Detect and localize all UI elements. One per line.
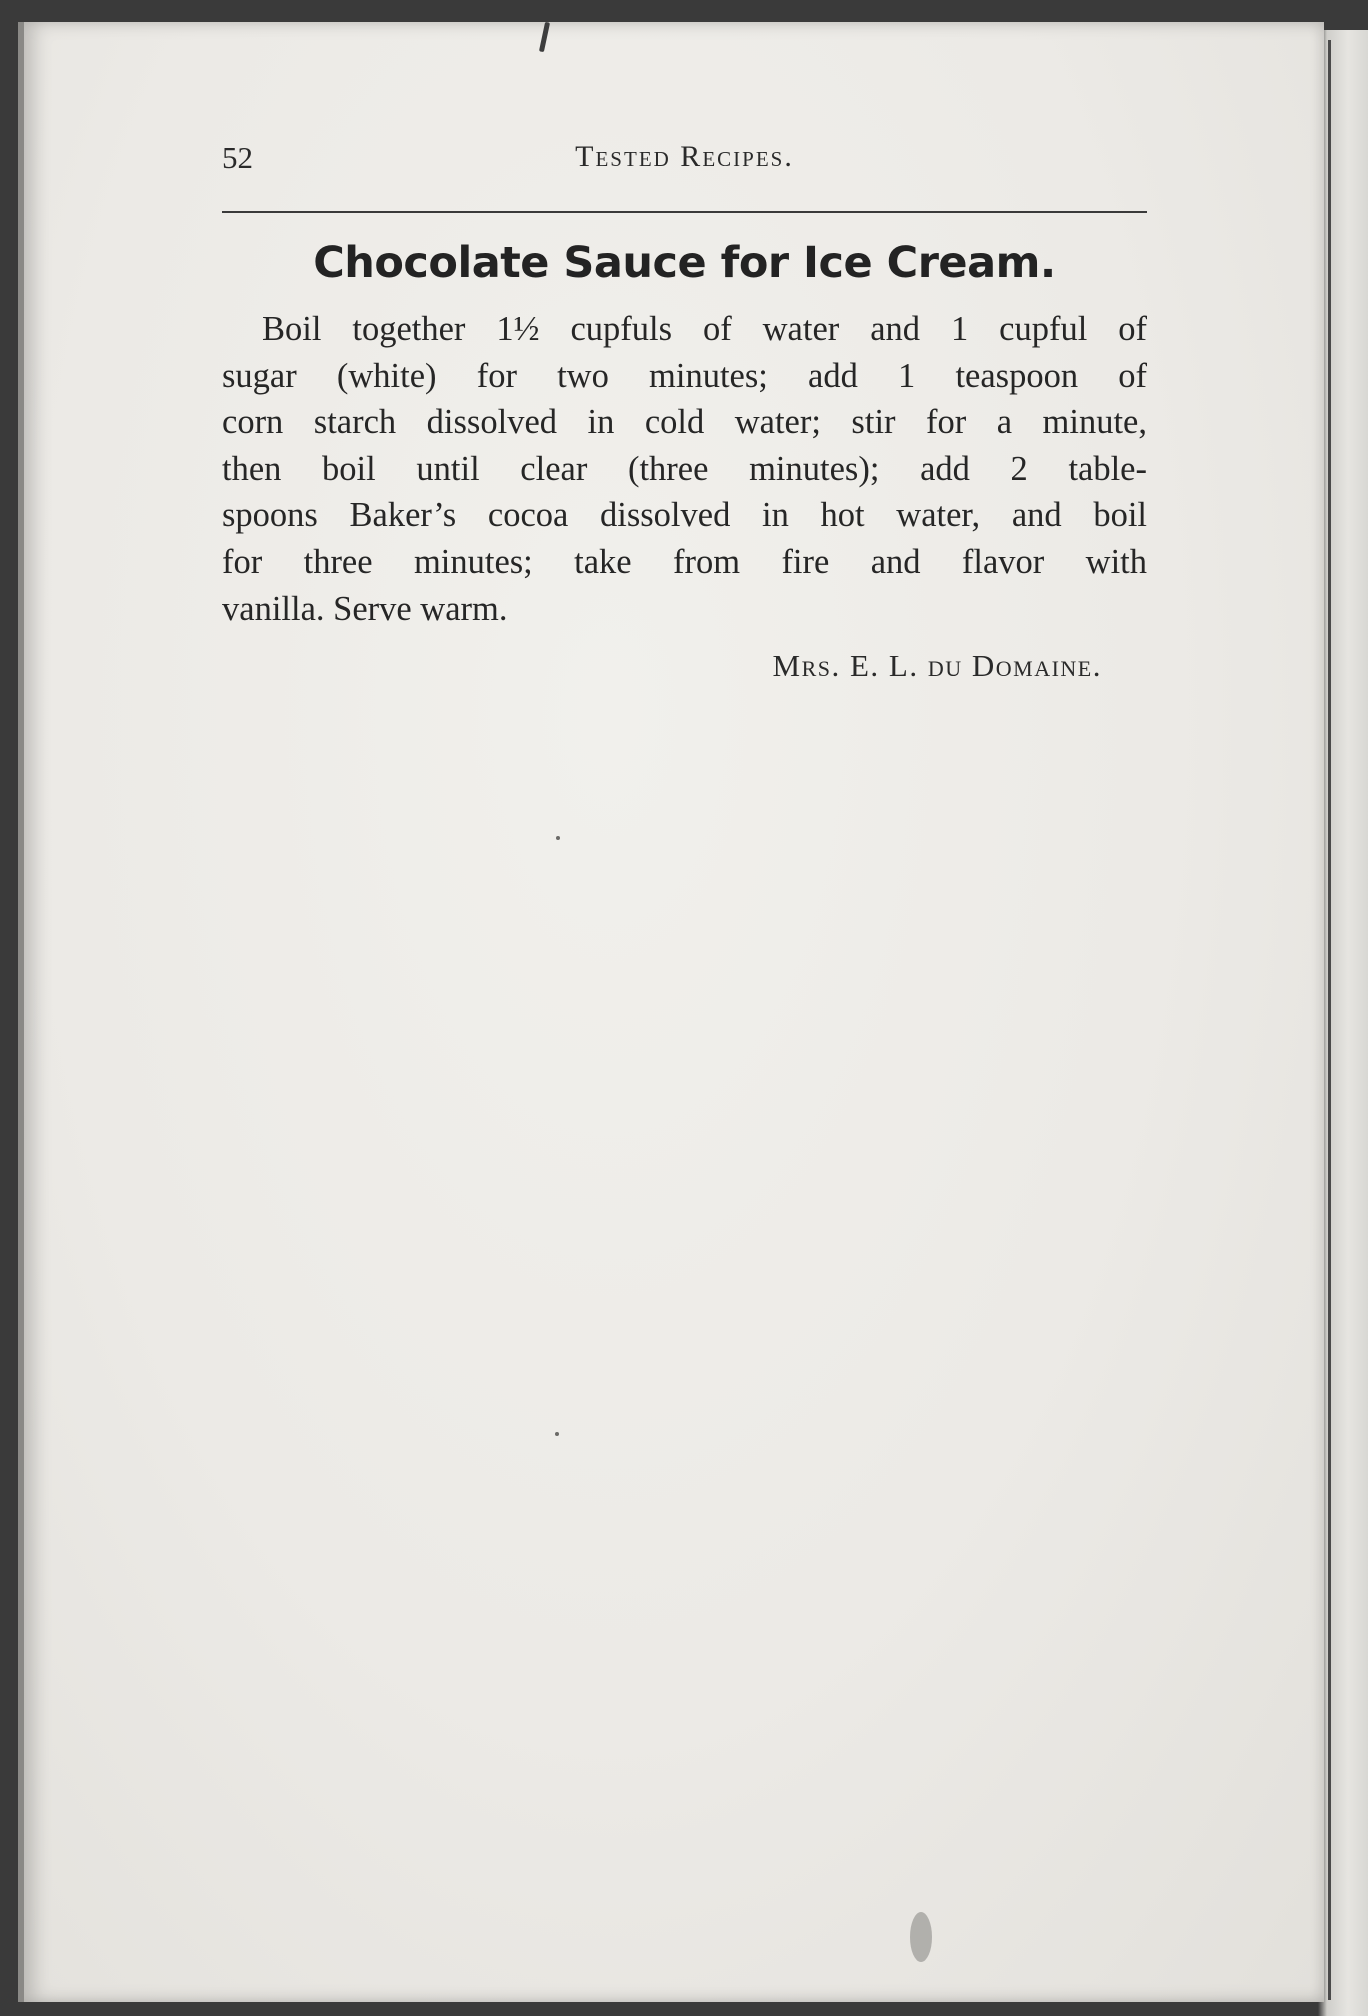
recipe-line: for three minutes; take from fire and flavor with bbox=[222, 542, 1147, 581]
recipe-body bbox=[222, 306, 1147, 632]
contributor-signature: Mrs. E. L. du Domaine. bbox=[772, 648, 1102, 683]
recipe-title: Chocolate Sauce for Ice Cream. bbox=[313, 238, 1056, 288]
paper-speck bbox=[555, 1432, 559, 1436]
recipe-line: spoons Baker’s cocoa dissolved in hot water, and boil bbox=[222, 496, 1147, 535]
paper-speck bbox=[910, 1912, 932, 1962]
recipe-line: vanilla. Serve warm. bbox=[222, 589, 508, 628]
page-header bbox=[222, 140, 1147, 180]
recipe-line: Boil together 1½ cupfuls of water and 1 cupful of bbox=[262, 310, 1147, 348]
header-rule bbox=[222, 211, 1147, 213]
page-edge-line bbox=[1328, 40, 1331, 2000]
paper-speck bbox=[556, 836, 560, 840]
running-head: Tested Recipes. bbox=[575, 140, 794, 173]
recipe-line: sugar (white) for two minutes; add 1 teaspoon of bbox=[222, 356, 1147, 395]
recipe-line: corn starch dissolved in cold water; stir for a minute, bbox=[222, 403, 1147, 442]
adjacent-page-edge bbox=[1318, 30, 1368, 2016]
recipe-line: then boil until clear (three minutes); add 2 table- bbox=[222, 449, 1147, 488]
page-number: 52 bbox=[222, 140, 253, 175]
